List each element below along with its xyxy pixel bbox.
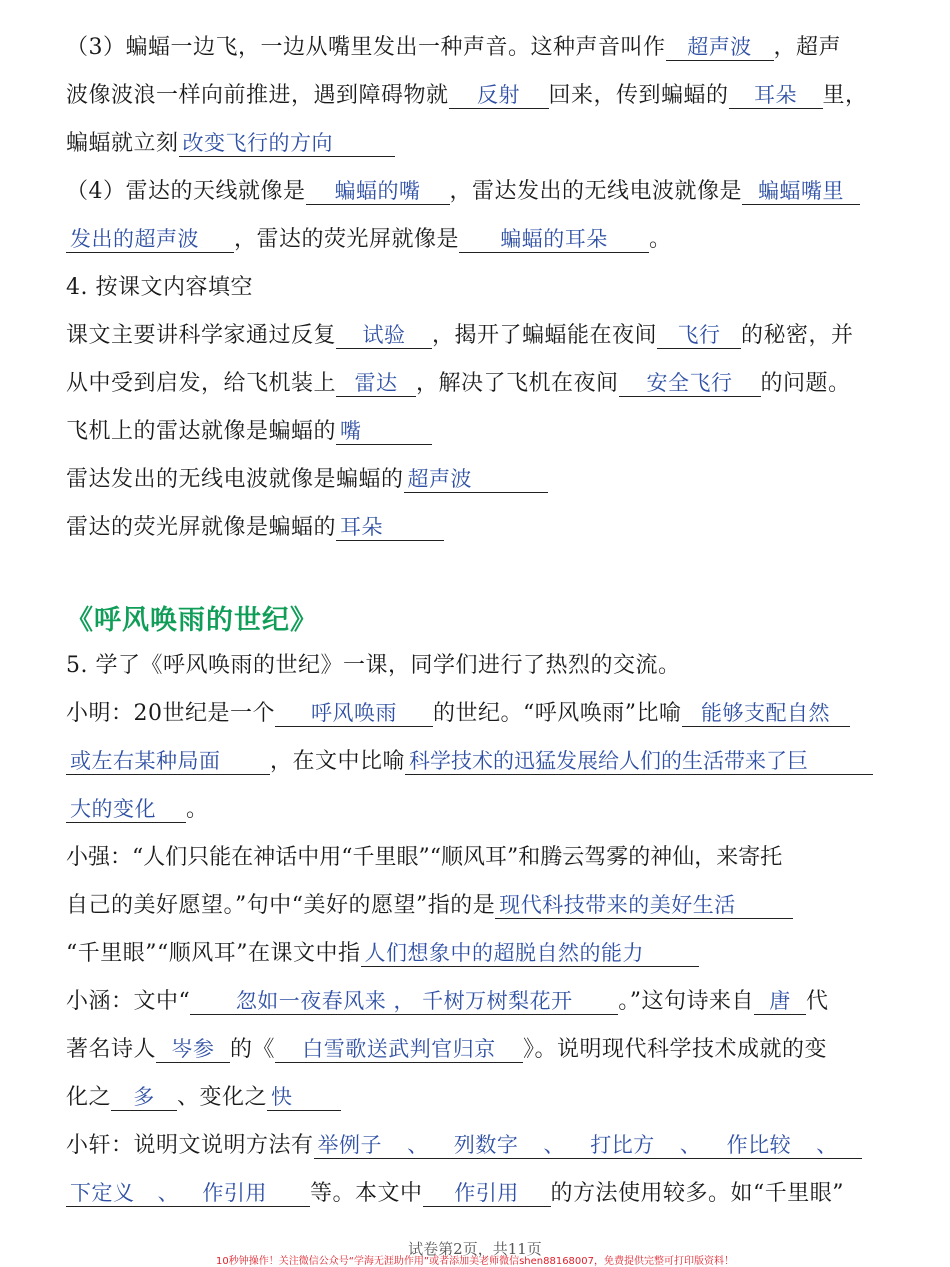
answer-blank: 快 <box>267 1084 341 1111</box>
text: 雷达的荧光屏就像是蝙蝠的 <box>66 515 337 540</box>
text: 著名诗人 <box>66 1037 157 1062</box>
answer-blank: 忽如一夜春风来 ， 千树万树梨花开 <box>190 988 618 1015</box>
s5-ming-line-1 <box>66 699 886 729</box>
answer-blank: 蝙蝠的耳朵 <box>459 226 649 253</box>
lesson-heading: 《呼风唤雨的世纪》 <box>66 605 318 636</box>
answer-blank: 耳朵 <box>336 514 444 541</box>
text: 里， <box>822 83 868 108</box>
text: 小轩：说明文说明方法有 <box>66 1133 314 1158</box>
s5-qiang-line-1: 小强：“人们只能在神话中用“千里眼”“顺风耳”和腾云驾雾的神仙，来寄托 <box>66 845 783 870</box>
text: ，解决了飞机在夜间 <box>416 371 619 396</box>
text: （3）蝙蝠一边飞，一边从嘴里发出一种声音。这种声音叫作 <box>66 35 666 60</box>
answer-blank: 超声波 <box>666 34 774 61</box>
s5-ming-line-3 <box>66 795 886 825</box>
text: 小明：20世纪是一个 <box>66 701 275 726</box>
text: 波像波浪一样向前推进，遇到障碍物就 <box>66 83 449 108</box>
answer-blank: 多 <box>111 1084 177 1111</box>
answer-blank: 科学技术的迅猛发展给人们的生活带来了巨 <box>405 748 873 775</box>
text: 的《 <box>230 1037 276 1062</box>
text: 的问题。 <box>760 371 851 396</box>
text: （4）雷达的天线就像是 <box>66 179 306 204</box>
text: 化之 <box>66 1085 112 1110</box>
s5-xuan-line-1 <box>66 1131 886 1161</box>
s5-han-line-2 <box>66 1035 886 1065</box>
s5-han-line-3 <box>66 1083 886 1113</box>
answer-blank: 或左右某种局面 <box>66 748 270 775</box>
s4-line-1 <box>66 321 886 351</box>
s4-line-3 <box>66 417 886 447</box>
answer-blank: 岑参 <box>156 1036 230 1063</box>
s4-line-5 <box>66 513 886 543</box>
s5-han-line-1 <box>66 987 886 1017</box>
page-number: 试卷第2页，共11页 <box>408 1240 542 1258</box>
text: 的秘密，并 <box>741 323 854 348</box>
text: 的世纪。“呼风唤雨”比喻 <box>433 701 682 726</box>
s4-line-2 <box>66 369 886 399</box>
promo-note: 10秒钟操作！关注微信公众号“学海无涯助作用”或者添加美老师微信shen88168007，免费提供完整可打印版资料！ <box>215 1256 735 1267</box>
answer-blank: 蝙蝠嘴里 <box>742 178 860 205</box>
s5-qiang-line-2 <box>66 891 886 921</box>
text: 。”这句诗来自 <box>618 989 754 1014</box>
answer-blank: 反射 <box>449 82 549 109</box>
q3-line-3 <box>66 129 886 159</box>
text: 自己的美好愿望。”句中“美好的愿望”指的是 <box>66 893 496 918</box>
text: 的方法使用较多。如“千里眼” <box>550 1181 845 1206</box>
text: ，超声 <box>773 35 842 60</box>
text: 等。本文中 <box>310 1181 423 1206</box>
text: 。 <box>186 797 209 822</box>
text: ，雷达发出的无线电波就像是 <box>449 179 743 204</box>
text: 。 <box>649 227 672 252</box>
answer-blank: 耳朵 <box>729 82 823 109</box>
section-4-title: 4. 按课文内容填空 <box>66 275 253 300</box>
answer-blank: 下定义 、 作引用 <box>66 1180 310 1207</box>
section-5-title: 5. 学了《呼风唤雨的世纪》一课，同学们进行了热烈的交流。 <box>66 653 681 678</box>
text: 蝙蝠就立刻 <box>66 131 179 156</box>
text: 回来，传到蝙蝠的 <box>548 83 729 108</box>
text: 从中受到启发，给飞机装上 <box>66 371 337 396</box>
s4-line-4 <box>66 465 886 495</box>
answer-blank: 发出的超声波 <box>66 226 234 253</box>
q3-line-1 <box>66 33 886 63</box>
answer-blank: 蝙蝠的嘴 <box>306 178 450 205</box>
answer-blank: 人们想象中的超脱自然的能力 <box>361 940 699 967</box>
answer-blank: 改变飞行的方向 <box>179 130 395 157</box>
answer-blank: 呼风唤雨 <box>275 700 433 727</box>
text: 》。说明现代科学技术成就的变 <box>523 1037 828 1062</box>
text: ，揭开了蝙蝠能在夜间 <box>432 323 658 348</box>
q4-line-2 <box>66 225 886 255</box>
text: 课文主要讲科学家通过反复 <box>66 323 337 348</box>
answer-blank: 嘴 <box>336 418 432 445</box>
answer-blank: 作引用 <box>423 1180 551 1207</box>
s5-qiang-line-3 <box>66 939 886 969</box>
answer-blank: 唐 <box>754 988 806 1015</box>
text: 飞机上的雷达就像是蝙蝠的 <box>66 419 337 444</box>
answer-blank: 超声波 <box>404 466 548 493</box>
q3-line-2 <box>66 81 886 111</box>
answer-blank: 飞行 <box>657 322 741 349</box>
answer-blank: 雷达 <box>336 370 416 397</box>
text: 、变化之 <box>177 1085 268 1110</box>
answer-blank: 试验 <box>336 322 432 349</box>
text: ，雷达的荧光屏就像是 <box>234 227 460 252</box>
answer-blank: 能够支配自然 <box>682 700 850 727</box>
answer-blank: 安全飞行 <box>619 370 761 397</box>
q4-line-1 <box>66 177 886 207</box>
text: 小涵：文中“ <box>66 989 191 1014</box>
answer-blank: 现代科技带来的美好生活 <box>495 892 793 919</box>
text: ，在文中比喻 <box>270 749 406 774</box>
text: 代 <box>806 989 829 1014</box>
text: 雷达发出的无线电波就像是蝙蝠的 <box>66 467 404 492</box>
s5-ming-line-2 <box>66 747 886 777</box>
answer-blank: 大的变化 <box>66 796 186 823</box>
answer-blank: 白雪歌送武判官归京 <box>275 1036 523 1063</box>
text: “千里眼”“顺风耳”在课文中指 <box>66 941 361 966</box>
s5-xuan-line-2 <box>66 1179 886 1209</box>
answer-blank: 举例子 、 列数字 、 打比方 、 作比较 、 <box>314 1132 862 1159</box>
